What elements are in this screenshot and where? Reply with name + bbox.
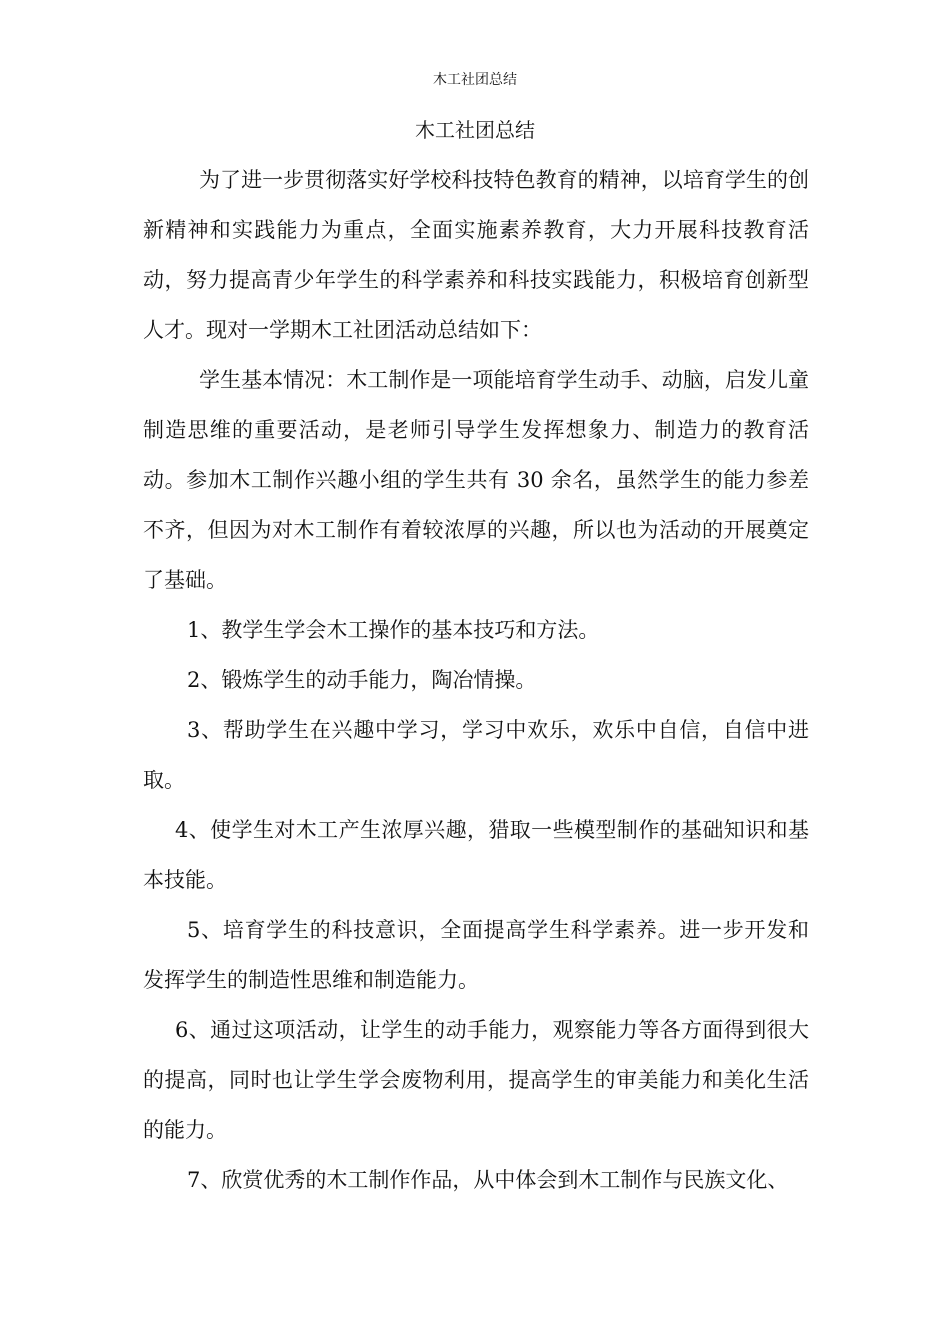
list-item-1: 1、教学生学会木工操作的基本技巧和方法。 [187,618,600,642]
page-header: 木工社团总结 [433,72,517,88]
list-item-6: 6、通过这项活动，让学生的动手能力，观察能力等各方面得到很大的提高，同时也让学生学会废物利用，提高学生的审美能力和美化生活的能力。 [143,1018,809,1142]
document-title: 木工社团总结 [415,118,535,142]
list-item-7: 7、欣赏优秀的木工制作作品，从中体会到木工制作与民族文化、 [187,1168,789,1192]
list-item-2: 2、锻炼学生的动手能力，陶冶情操。 [187,668,537,692]
list-item-5: 5、培育学生的科技意识，全面提高学生科学素养。进一步开发和发挥学生的制造性思维和制造能力。 [143,918,809,992]
paragraph-student-situation: 学生基本情况：木工制作是一项能培育学生动手、动脑，启发儿童制造思维的重要活动，是老师引导学生发挥想象力、制造力的教育活动。参加木工制作兴趣小组的学生共有 30 余名，虽然学生的能力参差不齐，但因为对木工制作有着较浓厚的兴趣，所以也为活动的开展奠定了基础。 [143,368,809,592]
list-item-3: 3、帮助学生在兴趣中学习，学习中欢乐，欢乐中自信，自信中进取。 [143,718,809,792]
list-item-4: 4、使学生对木工产生浓厚兴趣，猎取一些模型制作的基础知识和基本技能。 [143,818,809,892]
document-body [143,155,809,1205]
paragraph-intro: 为了进一步贯彻落实好学校科技特色教育的精神，以培育学生的创新精神和实践能力为重点，全面实施素养教育，大力开展科技教育活动，努力提高青少年学生的科学素养和科技实践能力，积极培育创新型人才。现对一学期木工社团活动总结如下： [143,168,809,342]
